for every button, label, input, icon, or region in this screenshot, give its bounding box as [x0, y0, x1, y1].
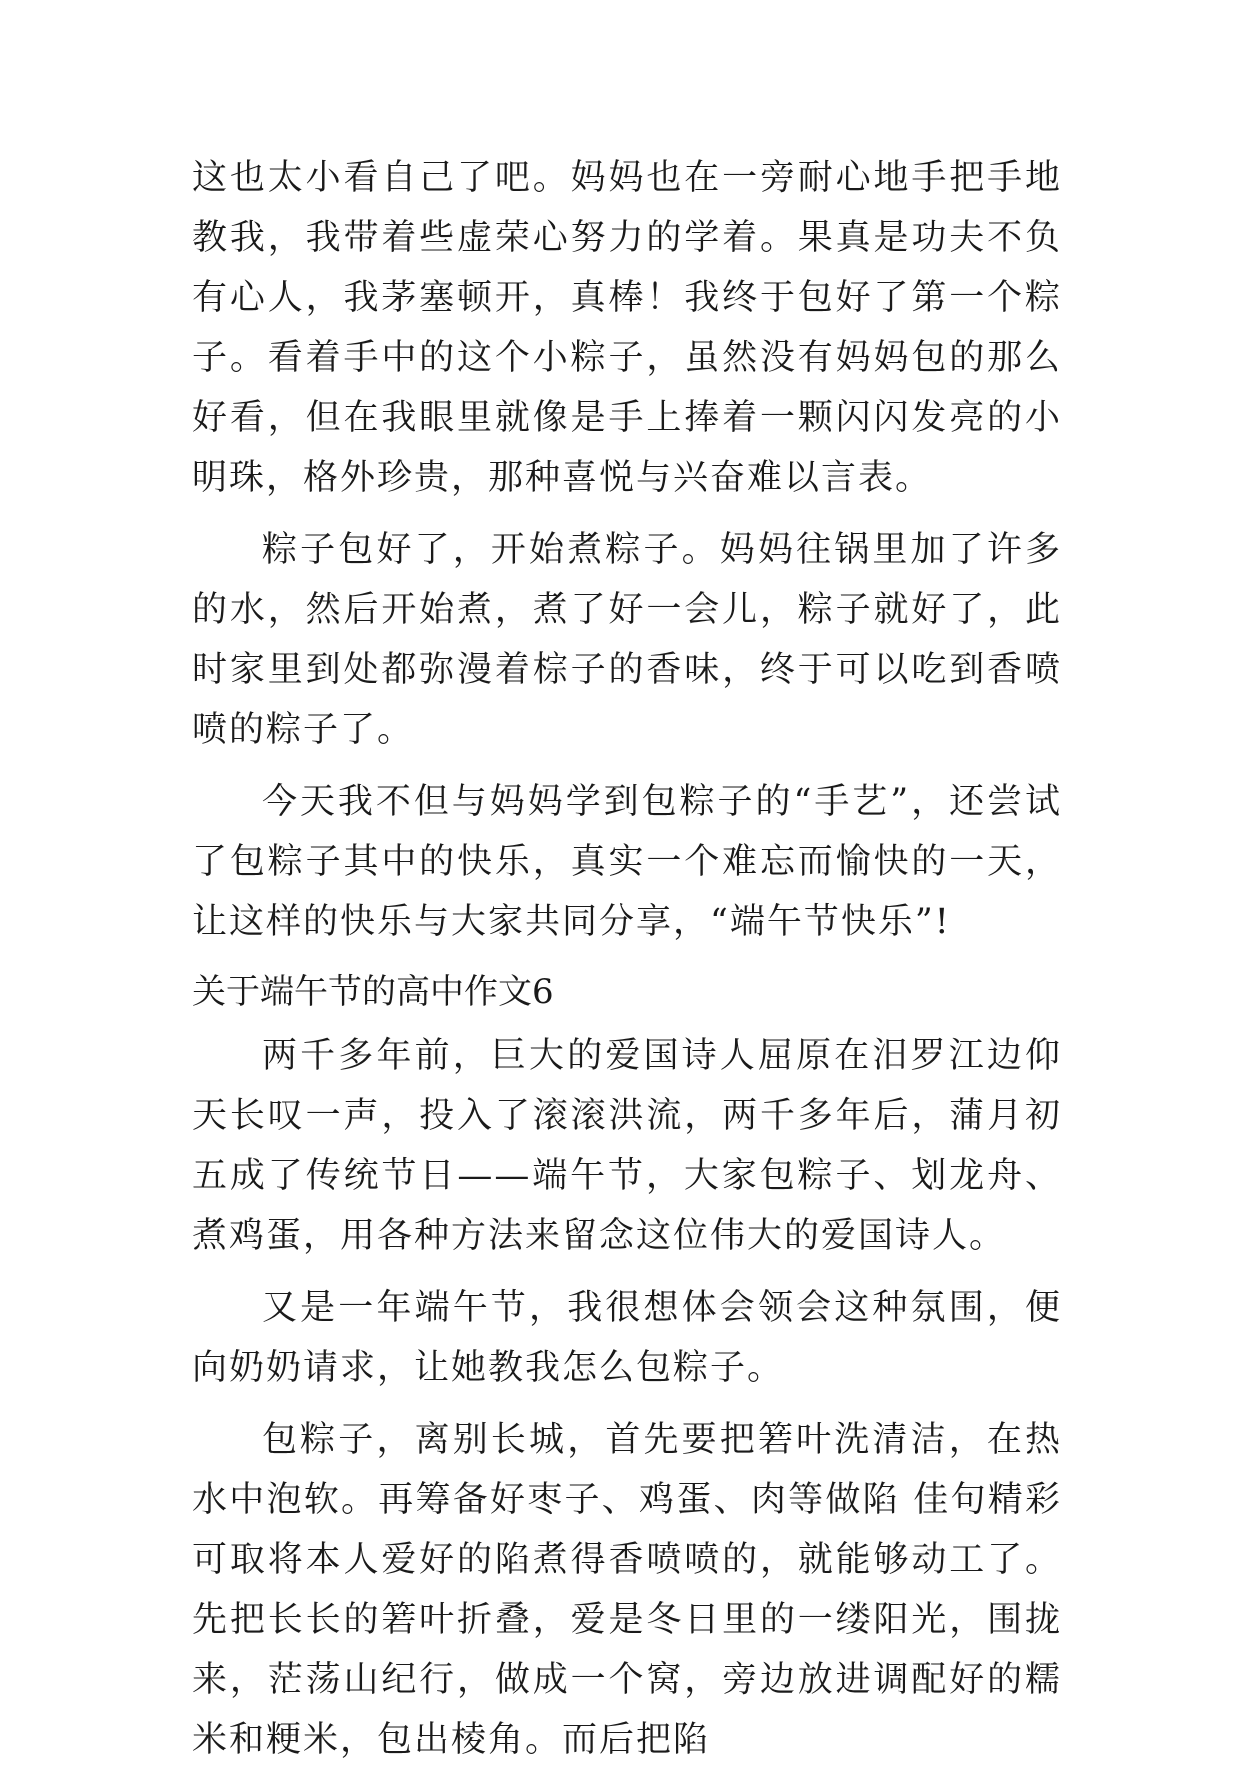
section-heading: 关于端午节的高中作文6 [192, 972, 554, 1012]
document-body [192, 148, 1062, 1782]
paragraph-3: 今天我不但与妈妈学到包粽子的“手艺”，还尝试了包粽子其中的快乐，真实一个难忘而愉快的一天，让这样的快乐与大家共同分享，“端午节快乐”! [192, 782, 1062, 942]
paragraph-1: 这也太小看自己了吧。妈妈也在一旁耐心地手把手地教我，我带着些虚荣心努力的学着。果真是功夫不负有心人，我茅塞顿开，真棒！我终于包好了第一个粽子。看着手中的这个小粽子，虽然没有妈妈包的那么好看，但在我眼里就像是手上捧着一颗闪闪发亮的小明珠，格外珍贵，那种喜悦与兴奋难以言表。 [192, 158, 1062, 498]
paragraph-6: 包粽子，离别长城，首先要把箬叶洗清洁，在热水中泡软。再筹备好枣子、鸡蛋、肉等做陷 佳句精彩可取将本人爱好的陷煮得香喷喷的，就能够动工了。先把长长的箬叶折叠，爱是冬日里的一缕阳光，围拢来，茫荡山纪行，做成一个窝，旁边放进调配好的糯米和粳米，包出棱角。而后把陷 [192, 1420, 1062, 1760]
paragraph-5: 又是一年端午节，我很想体会领会这种氛围，便向奶奶请求，让她教我怎么包粽子。 [192, 1288, 1062, 1388]
paragraph-2: 粽子包好了，开始煮粽子。妈妈往锅里加了许多的水，然后开始煮，煮了好一会儿，粽子就好了，此时家里到处都弥漫着棕子的香味，终于可以吃到香喷喷的粽子了。 [192, 530, 1062, 750]
paragraph-4: 两千多年前，巨大的爱国诗人屈原在汨罗江边仰天长叹一声，投入了滚滚洪流，两千多年后，蒲月初五成了传统节日——端午节，大家包粽子、划龙舟、煮鸡蛋，用各种方法来留念这位伟大的爱国诗人。 [192, 1036, 1062, 1256]
